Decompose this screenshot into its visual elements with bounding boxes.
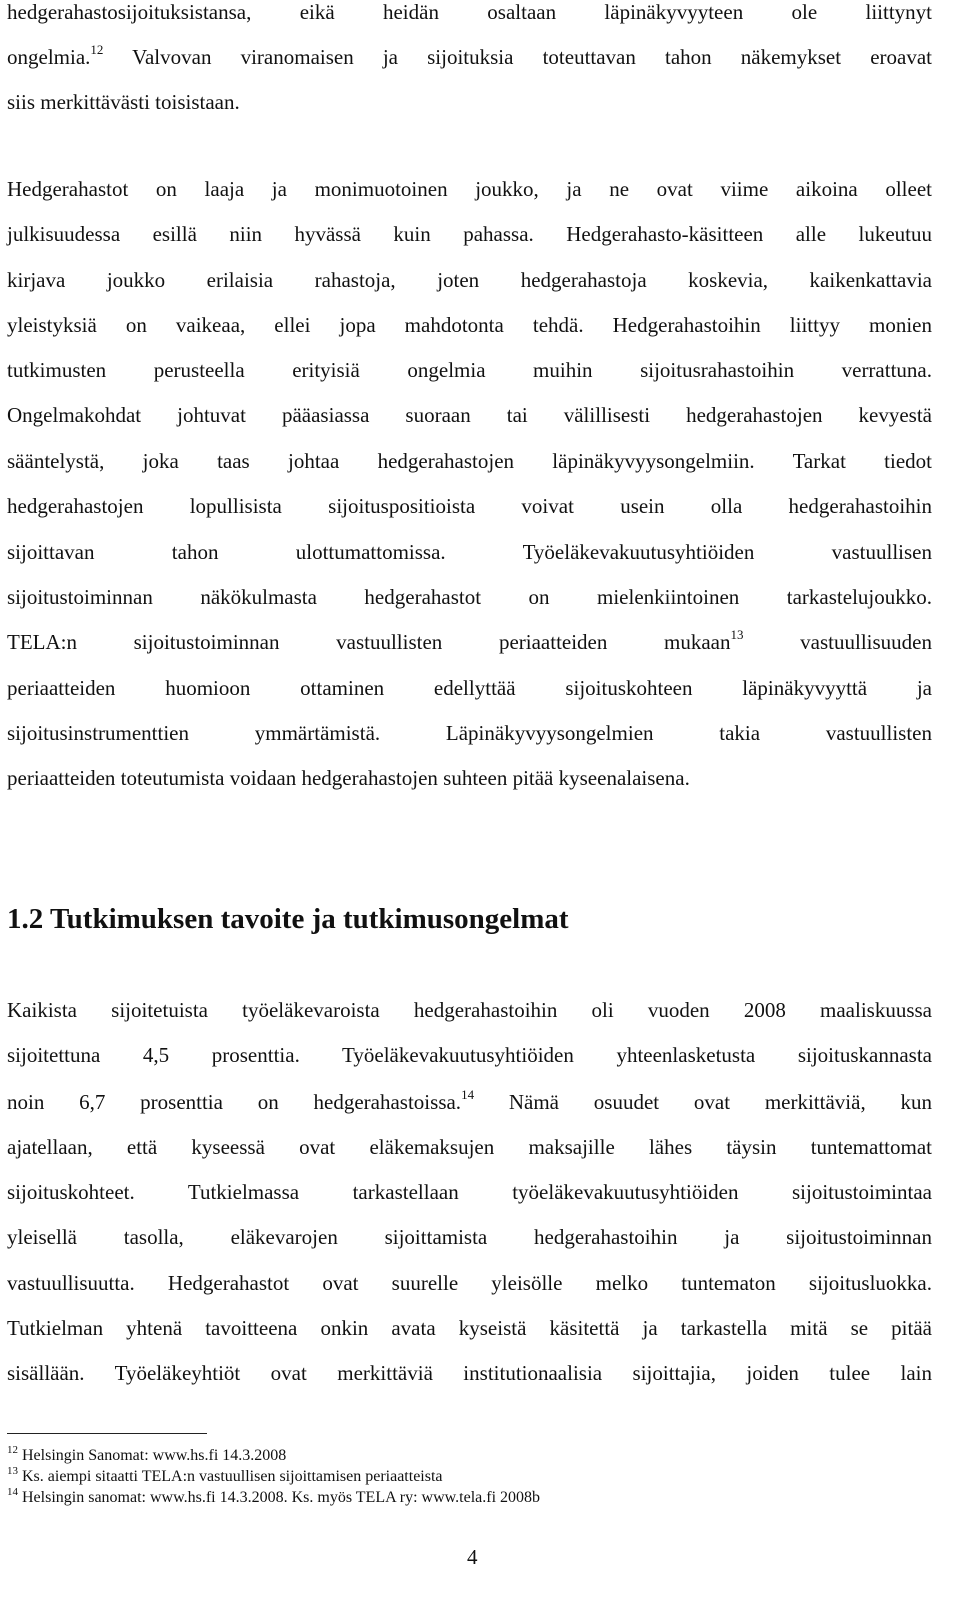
text-line: sijoitusinstrumenttien ymmärtämistä. Läpinäkyvyysongelmien takia vastuullisten <box>7 721 932 745</box>
text-line: periaatteiden huomioon ottaminen edellyttää sijoituskohteen läpinäkyvyyttä ja <box>7 676 932 700</box>
text-line: Ongelmakohdat johtuvat pääasiassa suoraan tai välillisesti hedgerahastojen kevyestä <box>7 403 932 427</box>
text-line: kirjava joukko erilaisia rahastoja, joten hedgerahastoja koskevia, kaikenkattavia <box>7 268 932 292</box>
text-line: noin 6,7 prosenttia on hedgerahastoissa.$^{14}$ Nämä osuudet ovat merkittäviä, kun <box>7 1087 932 1114</box>
footnote: $^{12}$ Helsingin Sanomat: www.hs.fi 14.3.2008 <box>7 1443 287 1464</box>
text-line: TELA:n sijoitustoiminnan vastuullisten periaatteiden mukaan$^{13}$ vastuullisuuden <box>7 627 932 654</box>
section-heading: 1.2 Tutkimuksen tavoite ja tutkimusongelmat <box>7 903 569 935</box>
text-line: tutkimusten perusteella erityisiä ongelmia muihin sijoitusrahastoihin verrattuna. <box>7 358 932 382</box>
text-line: Kaikista sijoitetuista työeläkevaroista hedgerahastoihin oli vuoden 2008 maaliskuussa <box>7 998 932 1022</box>
text-line: yleisellä tasolla, eläkevarojen sijoittamista hedgerahastoihin ja sijoitustoiminnan <box>7 1225 932 1249</box>
text-line: sijoitettuna 4,5 prosenttia. Työeläkevakuutusyhtiöiden yhteenlasketusta sijoituskannasta <box>7 1043 932 1067</box>
text-line: sijoituskohteet. Tutkielmassa tarkastellaan työeläkevakuutusyhtiöiden sijoitustoimintaa <box>7 1180 932 1204</box>
text-line: periaatteiden toteutumista voidaan hedgerahastojen suhteen pitää kyseenalaisena. <box>7 766 690 790</box>
text-line: ongelmia.$^{12}$ Valvovan viranomaisen ja sijoituksia toteuttavan tahon näkemykset eroavat <box>7 42 932 69</box>
footnote-divider <box>7 1433 207 1434</box>
text-line: sijoittavan tahon ulottumattomissa. Työeläkevakuutusyhtiöiden vastuullisen <box>7 540 932 564</box>
footnote: $^{13}$ Ks. aiempi sitaatti TELA:n vastuullisen sijoittamisen periaatteista <box>7 1464 443 1485</box>
text-line: ajatellaan, että kyseessä ovat eläkemaksujen maksajille lähes täysin tuntemattomat <box>7 1135 932 1159</box>
text-line: hedgerahastosijoituksistansa, eikä heidän osaltaan läpinäkyvyyteen ole liittynyt <box>7 0 932 24</box>
page-number: 4 <box>467 1545 478 1569</box>
footnote: $^{14}$ Helsingin sanomat: www.hs.fi 14.3.2008. Ks. myös TELA ry: www.tela.fi 2008b <box>7 1485 541 1506</box>
text-line: Tutkielman yhtenä tavoitteena onkin avata kyseistä käsitettä ja tarkastella mitä se pitää <box>7 1316 932 1340</box>
footnote-ref: 13 <box>730 627 744 642</box>
footnote-ref: 12 <box>90 42 104 57</box>
footnote-ref: 14 <box>461 1087 475 1102</box>
text-line: siis merkittävästi toisistaan. <box>7 90 240 114</box>
text-line: vastuullisuutta. Hedgerahastot ovat suurelle yleisölle melko tuntematon sijoitusluokka. <box>7 1271 932 1295</box>
text-line: sisällään. Työeläkeyhtiöt ovat merkittäviä institutionaalisia sijoittajia, joiden tulee lain <box>7 1361 932 1385</box>
text-line: sijoitustoiminnan näkökulmasta hedgerahastot on mielenkiintoinen tarkastelujoukko. <box>7 585 932 609</box>
text-line: sääntelystä, joka taas johtaa hedgerahastojen läpinäkyvyysongelmiin. Tarkat tiedot <box>7 449 932 473</box>
text-line: Hedgerahastot on laaja ja monimuotoinen joukko, ja ne ovat viime aikoina olleet <box>7 177 932 201</box>
text-line: yleistyksiä on vaikeaa, ellei jopa mahdotonta tehdä. Hedgerahastoihin liittyy monien <box>7 313 932 337</box>
text-line: julkisuudessa esillä niin hyvässä kuin pahassa. Hedgerahasto-käsitteen alle lukeutuu <box>7 222 932 246</box>
text-line: hedgerahastojen lopullisista sijoituspositioista voivat usein olla hedgerahastoihin <box>7 494 932 518</box>
